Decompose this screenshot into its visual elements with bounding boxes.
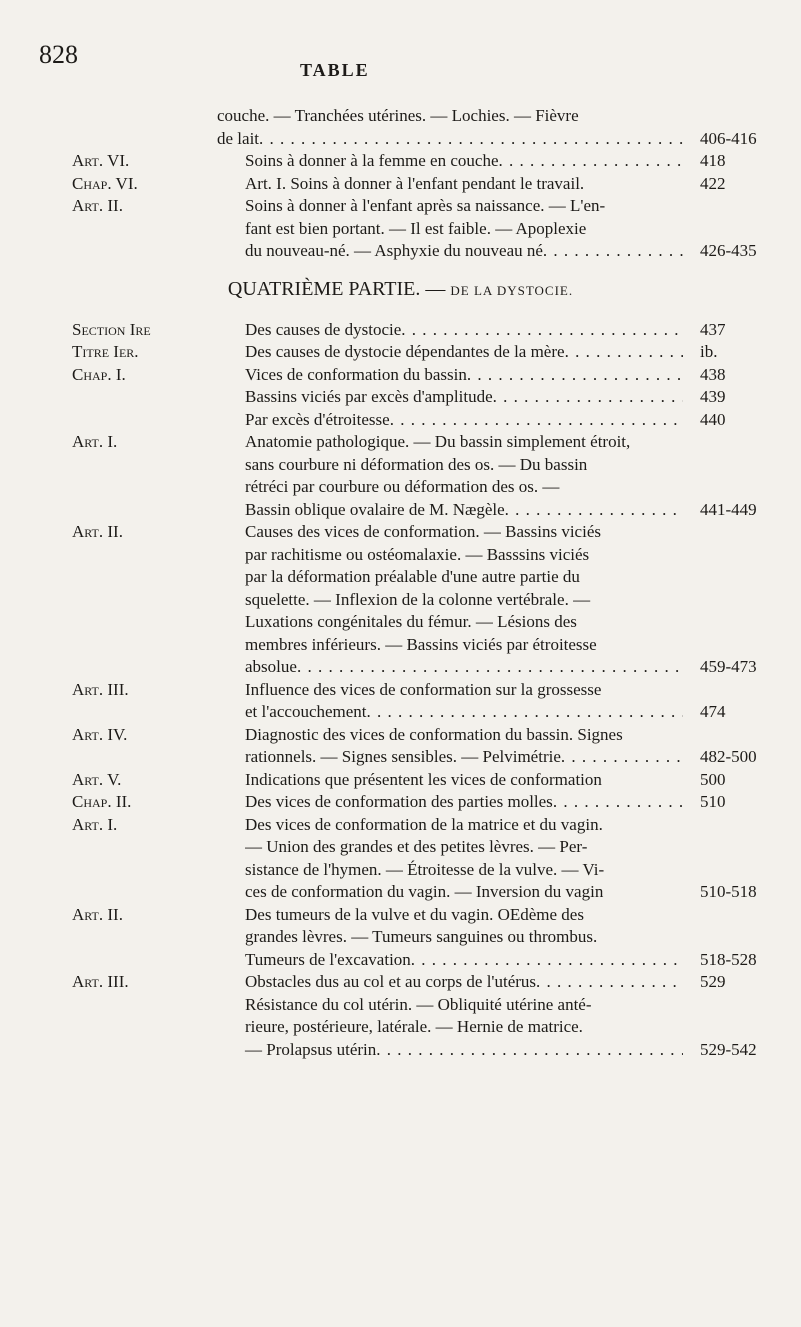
toc-entry-pages: 426-435	[700, 241, 757, 260]
toc-entry	[0, 105, 801, 150]
running-head: TABLE	[300, 60, 370, 80]
leader-dots	[367, 701, 683, 724]
toc-entry-label: Art. II.	[72, 522, 123, 541]
toc-entry-text: Vices de conformation du bassin	[245, 364, 467, 384]
toc-entry-text: Indications que présentent les vices de conformation	[245, 769, 602, 789]
toc-entry-label: Chap. VI.	[72, 173, 138, 193]
leader-dots	[390, 409, 683, 432]
toc-entry-text: sistance de l'hymen. — Étroitesse de la vulve. — Vi-	[245, 859, 605, 879]
toc-entry-label: Titre Ier.	[72, 342, 139, 361]
toc-entry	[0, 409, 801, 432]
toc-entry	[0, 791, 801, 814]
toc-entry-pages: 474	[700, 702, 726, 721]
toc-entry-text: Des tumeurs de la vulve et du vagin. OEdème des	[245, 904, 584, 924]
toc-entry	[0, 724, 801, 769]
leader-dots	[411, 949, 683, 972]
toc-entry-pages: 438	[700, 364, 726, 384]
toc-entry-text: sans courbure ni déformation des os. — Du bassin	[245, 454, 588, 474]
toc-entry-pages: 441-449	[700, 499, 757, 519]
toc-entry	[0, 994, 801, 1062]
toc-entry-text: couche. — Tranchées utérines. — Lochies. — Fièvre	[217, 106, 579, 125]
toc-entry-pages: 482-500	[700, 747, 757, 766]
toc-entry	[0, 195, 801, 263]
toc-entry-text: membres inférieurs. — Bassins viciés par étroitesse	[245, 634, 597, 654]
toc-entry-pages: 518-528	[700, 949, 757, 969]
toc-entry	[0, 814, 801, 904]
toc-entry-text: grandes lèvres. — Tumeurs sanguines ou thrombus.	[245, 927, 598, 946]
toc-entry-pages: 529-542	[700, 1039, 757, 1059]
part-heading-main: QUATRIÈME PARTIE.	[227, 277, 421, 300]
part-heading-separator: —	[420, 277, 451, 300]
toc-entry-text: Anatomie pathologique. — Du bassin simplement étroit,	[245, 432, 631, 451]
toc-entry-text: — Prolapsus utérin	[245, 1039, 377, 1059]
toc-entry-pages: 510-518	[700, 882, 757, 901]
toc-entry-text: Tumeurs de l'excavation	[245, 949, 411, 969]
toc-entry-text: Des vices de conformation de la matrice et du vagin.	[245, 814, 603, 834]
toc-entry-text: squelette. — Inflexion de la colonne vertébrale. —	[245, 589, 591, 609]
toc-entry-text: absolue	[245, 657, 297, 676]
toc-entry-pages: 437	[700, 319, 726, 339]
toc-entry-text: rétréci par courbure ou déformation des os. —	[245, 477, 560, 496]
toc-entry	[0, 319, 801, 342]
toc-entry-pages: 440	[700, 409, 726, 429]
toc-entry-text: rationnels. — Signes sensibles. — Pelvimétrie	[245, 747, 561, 766]
toc-entry	[0, 521, 801, 679]
toc-entry-text: Des vices de conformation des parties molles	[245, 792, 553, 811]
toc-entry-text: Luxations congénitales du fémur. — Lésions des	[245, 612, 577, 631]
toc-entry-pages: 422	[700, 173, 726, 193]
leader-dots	[259, 128, 683, 151]
toc-section-before	[0, 105, 801, 263]
toc-entry-label: Art. III.	[72, 972, 129, 991]
leader-dots	[565, 341, 683, 364]
toc-entry	[0, 971, 801, 994]
toc-entry	[0, 769, 801, 792]
page-number: 828	[39, 40, 78, 69]
leader-dots	[297, 656, 683, 679]
toc-entry-pages: 459-473	[700, 657, 757, 676]
toc-entry	[0, 679, 801, 724]
part-heading-subtitle: DE LA DYSTOCIE.	[450, 282, 574, 298]
toc-entry-text: du nouveau-né. — Asphyxie du nouveau né	[245, 241, 543, 260]
leader-dots	[536, 971, 683, 994]
toc-entry-pages: 406-416	[700, 128, 757, 148]
toc-entry-pages: ib.	[700, 342, 718, 361]
toc-entry	[0, 364, 801, 387]
toc-entry-label: Art. III.	[72, 679, 129, 699]
toc-section-after	[0, 319, 801, 1062]
toc-entry-text: par rachitisme ou ostéomalaxie. — Basssins viciés	[245, 544, 590, 564]
leader-dots	[499, 150, 684, 173]
toc-entry-text: Soins à donner à la femme en couche	[245, 151, 499, 170]
toc-entry-label: Art. V.	[72, 769, 122, 789]
toc-entry-text: — Union des grandes et des petites lèvres. — Per-	[245, 837, 588, 856]
toc-entry-text: Résistance du col utérin. — Obliquité utérine anté-	[245, 994, 592, 1014]
toc-entry	[0, 431, 801, 521]
toc-entry-text: Causes des vices de conformation. — Bassins viciés	[245, 522, 601, 541]
toc-entry-text: fant est bien portant. — Il est faible. — Apoplexie	[245, 218, 587, 238]
toc-entry-pages: 510	[700, 792, 726, 811]
toc-entry-pages: 529	[700, 972, 726, 991]
leader-dots	[467, 364, 683, 387]
toc-entry-text: Diagnostic des vices de conformation du bassin. Signes	[245, 724, 623, 744]
toc-entry	[0, 173, 801, 196]
toc-entry-pages: 439	[700, 387, 726, 406]
toc-entry-text: Obstacles dus au col et au corps de l'utérus	[245, 972, 537, 991]
toc-entry-text: rieure, postérieure, latérale. — Hernie de matrice.	[245, 1017, 583, 1036]
toc-entry-text: Bassin oblique ovalaire de M. Nægèle	[245, 499, 505, 519]
leader-dots	[376, 1039, 683, 1062]
part-heading	[0, 275, 801, 305]
toc-entry-label: Art. II.	[72, 904, 123, 924]
toc-entry-text: Influence des vices de conformation sur la grossesse	[245, 679, 602, 699]
toc-entry-pages: 500	[700, 769, 726, 789]
toc-entry-label: Art. I.	[72, 814, 118, 834]
table-of-contents	[0, 105, 801, 1061]
toc-entry-text: et l'accouchement	[245, 702, 367, 721]
toc-entry-text: Des causes de dystocie dépendantes de la mère	[245, 342, 565, 361]
toc-entry	[0, 386, 801, 409]
leader-dots	[553, 791, 683, 814]
toc-entry-text: Des causes de dystocie	[245, 319, 402, 339]
leader-dots	[561, 746, 683, 769]
toc-entry-pages: 418	[700, 151, 726, 170]
toc-entry-label: Chap. I.	[72, 364, 126, 384]
toc-entry	[0, 150, 801, 173]
leader-dots	[401, 319, 683, 342]
toc-entry-label: Art. VI.	[72, 151, 130, 170]
toc-entry-label: Art. IV.	[72, 724, 128, 744]
toc-entry-text: ces de conformation du vagin. — Inversion du vagin	[245, 882, 604, 901]
toc-entry-label: Section Ire	[72, 319, 151, 339]
toc-entry-label: Art. II.	[72, 196, 123, 215]
toc-entry-text: Bassins viciés par excès d'amplitude	[245, 387, 493, 406]
toc-entry-label: Chap. II.	[72, 792, 132, 811]
leader-dots	[493, 386, 683, 409]
toc-entry-text: Par excès d'étroitesse	[245, 409, 390, 429]
toc-entry-text: Art. I. Soins à donner à l'enfant pendant le travail.	[245, 173, 585, 193]
toc-entry	[0, 341, 801, 364]
toc-entry-text: Soins à donner à l'enfant après sa naissance. — L'en-	[245, 196, 606, 215]
toc-entry-text: par la déformation préalable d'une autre partie du	[245, 567, 580, 586]
toc-entry	[0, 904, 801, 972]
leader-dots	[543, 240, 683, 263]
toc-entry-text: de lait	[217, 128, 260, 148]
leader-dots	[505, 499, 683, 522]
toc-entry-label: Art. I.	[72, 432, 118, 451]
